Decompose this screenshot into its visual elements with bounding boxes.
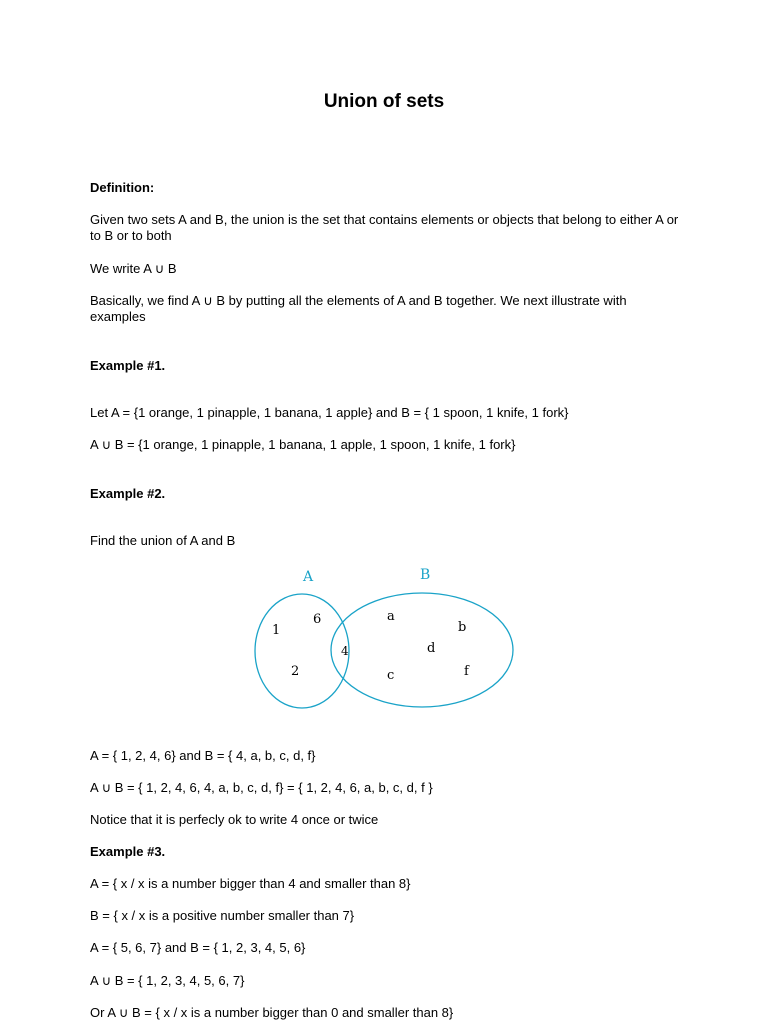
example1-heading: Example #1. xyxy=(90,358,166,373)
venn-element-b-2: b xyxy=(458,620,467,635)
venn-circle-a xyxy=(255,594,349,708)
venn-label-b: B xyxy=(420,567,431,583)
venn-element-both-1: 4 xyxy=(341,644,349,658)
example3-line2: B = { x / x is a positive number smaller than 7} xyxy=(90,908,355,923)
example3-line5: Or A ∪ B = { x / x is a number bigger than 0 and smaller than 8} xyxy=(90,1005,454,1020)
venn-label-a: A xyxy=(303,569,314,585)
definition-explanation: Basically, we find A ∪ B by putting all the elements of A and B together. We next illustrate with examples xyxy=(90,293,627,324)
venn-circle-b xyxy=(331,593,513,707)
venn-element-a-1: 1 xyxy=(272,623,281,638)
venn-element-b-3: d xyxy=(427,641,436,656)
definition-heading: Definition: xyxy=(90,180,155,195)
example3-heading: Example #3. xyxy=(90,844,166,859)
venn-element-b-1: a xyxy=(387,609,395,624)
example3-line3: A = { 5, 6, 7} and B = { 1, 2, 3, 4, 5, 6} xyxy=(90,940,306,955)
venn-element-a-2: 6 xyxy=(313,612,322,627)
venn-element-a-3: 2 xyxy=(291,664,300,679)
venn-element-b-4: c xyxy=(387,668,395,683)
example2-line1: A = { 1, 2, 4, 6} and B = { 4, a, b, c, d, f} xyxy=(90,748,316,763)
example2-note: Notice that it is perfecly ok to write 4 once or twice xyxy=(90,812,379,827)
example3-line1: A = { x / x is a number bigger than 4 and smaller than 8} xyxy=(90,876,411,891)
page-title: Union of sets xyxy=(323,91,445,112)
definition-text: Given two sets A and B, the union is the set that contains elements or objects that belong to either A or to B or to both xyxy=(90,212,679,243)
example2-line2: A ∪ B = { 1, 2, 4, 6, 4, a, b, c, d, f} = { 1, 2, 4, 6, a, b, c, d, f } xyxy=(90,780,433,795)
definition-notation: We write A ∪ B xyxy=(90,261,177,276)
example1-line2: A ∪ B = {1 orange, 1 pinapple, 1 banana, 1 apple, 1 spoon, 1 knife, 1 fork} xyxy=(90,437,516,452)
example2-heading: Example #2. xyxy=(90,486,166,501)
example1-line1: Let A = {1 orange, 1 pinapple, 1 banana, 1 apple} and B = { 1 spoon, 1 knife, 1 fork} xyxy=(90,405,569,420)
venn-diagram xyxy=(240,560,530,720)
example3-line4: A ∪ B = { 1, 2, 3, 4, 5, 6, 7} xyxy=(90,973,245,988)
example2-prompt: Find the union of A and B xyxy=(90,533,236,548)
venn-element-b-5: f xyxy=(464,664,469,679)
